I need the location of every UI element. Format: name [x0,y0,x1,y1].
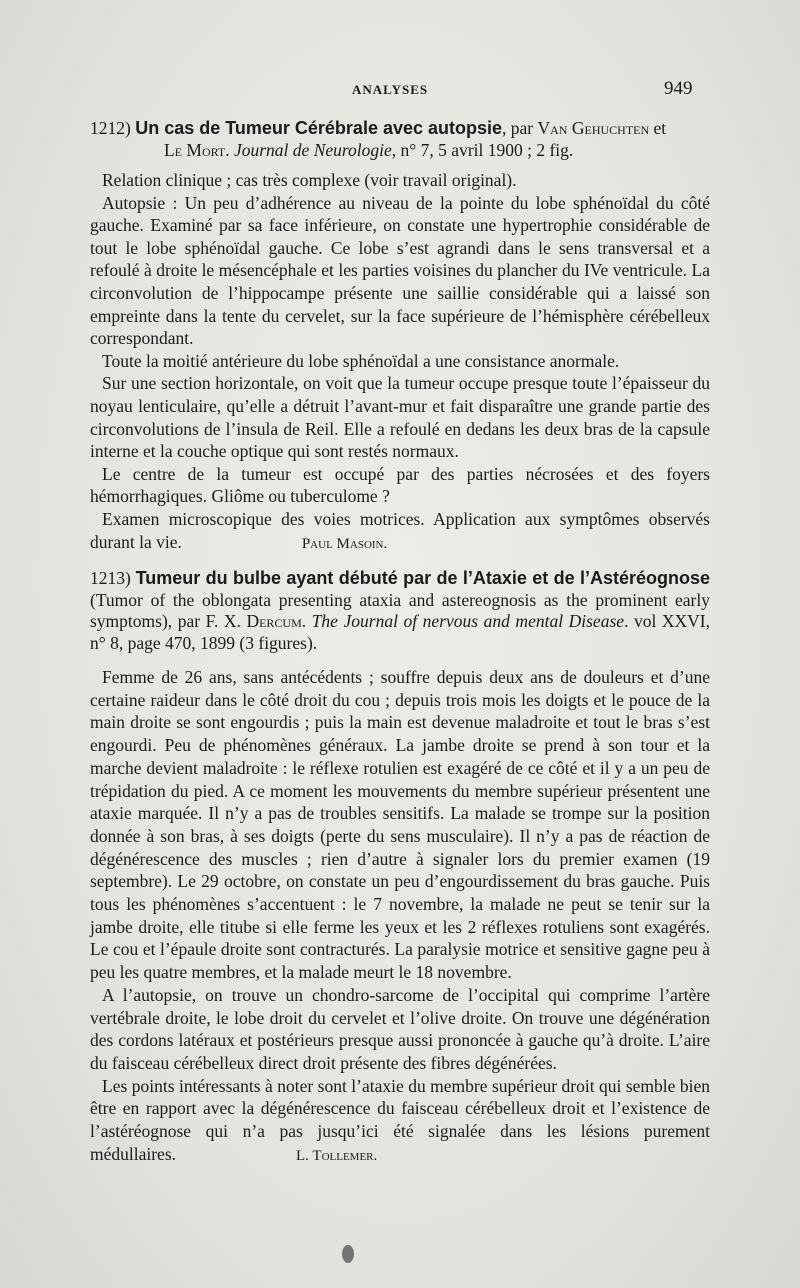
entry-number: 1212) [90,118,131,138]
entry-title: Un cas de Tumeur Cérébrale avec autopsie [135,118,503,138]
entry-body [90,666,710,1167]
paragraph: Femme de 26 ans, sans antécédents ; souffre depuis deux ans de douleurs et d’une certaine raideur dans le côté droit du cou ; depuis trois mois les doigts et le pouce de la main droite se sont engourdis ; puis la main est devenue maladroite et tout le bras s’est engourdi. Peu de phénomènes généraux. La jambe droite se prend à son tour et la marche devient maladroite : le réflexe rotulien est exagéré de ce côté et il y a un peu de trépidation du pied. A ce moment les mouvements du membre supérieur présentent une ataxie marquée. Il n’y a pas de troubles sensitifs. La malade se trompe sur la position donnée à son bras, à ses doigts (perte du sens musculaire). Il n’y a pas de réaction de dégénérescence des muscles ; rien d’autre à signaler lors du premier examen (19 septembre). Le 29 octobre, on constate un peu d’engourdissement du bras gauche. Puis tous les phénomènes s’accentuent : le 7 novembre, la malade ne peut se tenir sur la jambe droite, elle titube si elle ferme les yeux et les 2 réflexes rotuliens sont exagérés. Le cou et l’épaule droite sont contracturés. La paralysie motrice et sensitive gagne peu à peu les quatre membres, et la malade meurt le 18 novembre. [90,667,710,983]
paragraph-last [90,1075,710,1168]
abstract-entry-1213 [90,568,710,1167]
abstract-entry-1212 [90,118,710,555]
ink-smudge [342,1245,354,1263]
entry-author-2: Le Mort [164,139,226,160]
signature: L. Tollemer. [296,1147,378,1164]
entry-body [90,169,710,555]
paragraph: Autopsie : Un peu d’adhérence au niveau de la pointe du lobe sphénoïdal du côté gauche. Examiné par sa face inférieure, on constate une hypertrophie considérable de tout le lobe sphénoïdal gauche. Ce lobe s’est agrandi dans le sens transversal et a refoulé à droite le mésencéphale et les parties voisines du plancher du IVe ventricule. La circonvolution de l’hippocampe présente une saillie considérable qui a laissé son empreinte dans la tente du cervelet, sur la face supérieure de l’hémisphère cérébelleux correspondant. [90,192,710,349]
paragraph: Le centre de la tumeur est occupé par des parties nécrosées et des foyers hémorrhagiques. Gliôme ou tuberculome ? [90,463,710,507]
page-header [0,78,800,102]
journal-reference: , n° 7, 5 avril 1900 ; 2 fig. [391,139,574,160]
running-head: ANALYSES [352,82,429,97]
journal-reference: . vol XXVI, n° 8, page 470, 1899 (3 figures). [90,611,710,653]
paragraph: Toute la moitié antérieure du lobe sphénoïdal a une consistance anormale. [102,350,620,371]
journal-name: Journal de Neurologie [233,139,392,160]
entry-number: 1213) [90,568,131,588]
paragraph: A l’autopsie, on trouve un chondro-sarcome de l’occipital qui comprime l’artère vertébrale droite, le lobe droit du cervelet et l’olive droite. On trouve une dégénération des cordons latéraux et postérieurs presque aussi prononcée à gauche qu’à droite. L’aire du faisceau cérébelleux direct droit présente des fibres dégénérées. [90,984,710,1073]
and-text: et [649,118,667,138]
paragraph-text: Les points intéressants à noter sont l’ataxie du membre supérieur droit qui semble bien être en rapport avec la dégénérescence du faisceau cérébelleux droit et l’existence de l’astéréognose qui n’a pas jusqu’ici été signalée dans les lésions purement médullaires. [90,1075,710,1164]
paragraph-text: Examen microscopique des voies motrices. Application aux symptômes observés durant la vie. [90,508,710,552]
entry-reference-line: Le Mort. Journal de Neurologie, n° 7, 5 avril 1900 ; 2 fig. [164,139,574,160]
entry-title-block [90,118,710,161]
entry-subtitle: (Tumor of the oblongata presenting ataxia and astereognosis as the prominent early symptoms), par F. X. [90,589,710,631]
page-number: 949 [664,78,693,99]
entry-author: Van Gehuchten [537,118,650,138]
paragraph: Relation clinique ; cas très complexe (voir travail original). [102,170,517,190]
by-text: , par [502,118,538,138]
paragraph: Sur une section horizontale, on voit que la tumeur occupe presque toute l’épaisseur du noyau lenticulaire, qu’elle a détruit l’avant-mur et fait disparaître une grande partie des circonvolutions de l’insula de Reil. Elle a refoulé en dedans les deux bras de la capsule interne et la couche optique qui sont restés normaux. [90,373,710,462]
signature: Paul Masoin. [301,535,388,552]
entry-title: Tumeur du bulbe ayant débuté par de l’Ataxie et de l’Astéréognose [135,568,711,588]
entry-title-block: 1213) Tumeur du bulbe ayant débuté par de l’Ataxie et de l’Astéréognose (Tumor of the oblongata presenting ataxia and astereognosis as the prominent early symptoms), par F. X. Dercum. The Journal of nervous and mental Disease. vol XXVI, n° 8, page 470, 1899 (3 figures). [90,568,711,653]
journal-name: The Journal of nervous and mental Disease [311,611,625,631]
paragraph-last [90,508,710,555]
entry-author: Dercum [246,611,302,631]
